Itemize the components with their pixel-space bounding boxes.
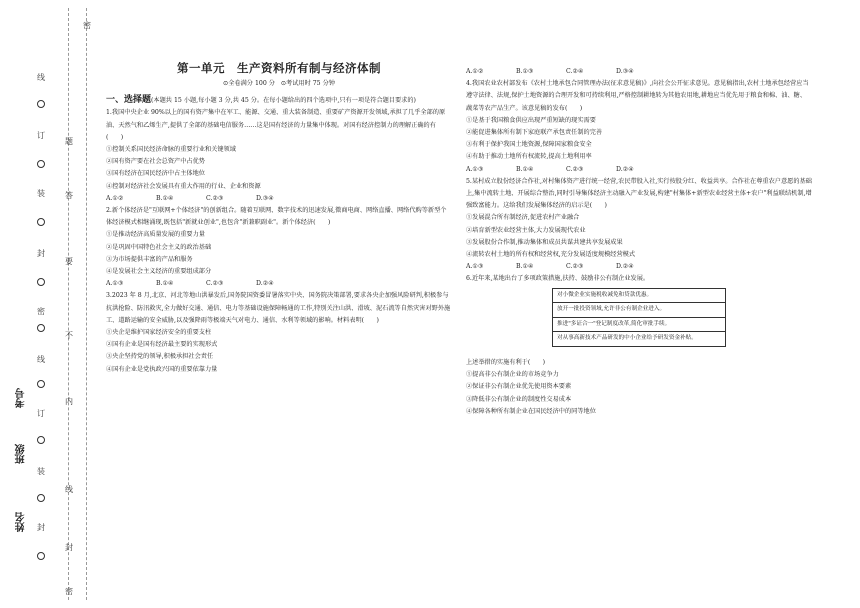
question-item: ①是推动经济高质量发展的重要力量	[106, 231, 205, 239]
question-3	[106, 290, 452, 375]
option-b[interactable]: B.①③	[516, 68, 534, 75]
binding-line-outer	[86, 8, 87, 600]
question-item: ④国有企业是党执政兴国的重要依靠力量	[106, 365, 218, 373]
question-item: ③国有经济在国民经济中占主体地位	[106, 170, 205, 178]
binding-hole-icon	[37, 278, 45, 286]
inner-char: 不	[65, 331, 73, 340]
score-info: 全卷满分 100 分	[228, 80, 275, 88]
inner-char: 线	[65, 485, 73, 494]
option-c[interactable]: C.②③	[206, 194, 224, 202]
policy-row: 放开一批投资领域,允许非公有制企业进入。	[553, 303, 725, 318]
question-stem: 2.新个体经济是"互联网+个体经济"的创新组合。随着互联网、数字技术的迅速发展,微商电商、网络直播、网络代购等新型个体经济模式相继涌现,既包括"新就业创业",也包含"新兼职副业"。新个体经济( )	[106, 207, 447, 227]
question-item: ①发展混合所有制经济,促进农村产业融合	[466, 214, 580, 222]
binding-hole-icon	[37, 160, 45, 168]
question-stem: 3.2023 年 8 月,北京、河北等地山洪暴发后,国务院国资委冒暑落实中央、国务院决策部署,要求各央企加强风险研判,积极参与抗洪抢险、防汛救灾,全力做好交通、通信、电力等基础设施保障畅通的工作,特别关注山洪、滑坡、泥石流等自然灾害对野外施工、道路运输的安全威胁,以及强降雨等极端天气对电力、通信、水利等领域的影响。材料表明( )	[106, 292, 451, 324]
binding-hole-icon	[37, 324, 45, 332]
clock-icon: ⊙	[223, 80, 229, 88]
binding-hole-icon	[37, 552, 45, 560]
question-item: ④保障各种所有制企业在国民经济中的同等地位	[466, 407, 596, 415]
question-2	[106, 205, 452, 290]
exam-number-label: 考号	[16, 388, 27, 408]
section-note: (本题共 15 小题,每小题 3 分,共 45 分。在每小题给出的四个选项中,只有一项是符合题目要求的)	[151, 97, 416, 105]
inner-char: 内	[65, 397, 73, 406]
binding-line-inner	[68, 8, 69, 600]
question-4	[466, 78, 812, 176]
question-item: ②保证非公有制企业优先使用资本要素	[466, 383, 572, 391]
option-b[interactable]: B.①④	[516, 165, 534, 173]
section-title: 一、选择题	[106, 95, 152, 106]
name-label: 姓名	[16, 512, 27, 532]
question-item: ③发展股份合作制,推动集体和成员共谋共建共享发展成果	[466, 238, 623, 246]
inner-char: 题	[65, 137, 73, 146]
question-item: ④有助于推动土地所有权流转,提高土地利用率	[466, 153, 592, 161]
left-column	[106, 62, 452, 376]
inner-char: 封	[65, 543, 73, 552]
question-stem: 1.我国中央企业 90%以上的国有资产集中在军工、能源、交通、重大装备制造、重要矿产资源开发领域,承担了几乎全部的原油、天然气和乙烯生产,提供了全部的基础电信服务……这是国有经济的力量集中体现。对国有经济控制力的理解正确的有( )	[106, 109, 446, 141]
question-1	[106, 107, 452, 205]
answer-options	[466, 164, 812, 176]
class-label: 班级	[16, 444, 27, 464]
question-item: ①央企是维护国家经济安全的重要支柱	[106, 329, 212, 337]
question-item: ①控制关系国民经济命脉的重要行业和关键领域	[106, 146, 236, 154]
option-d[interactable]: D.②④	[616, 263, 634, 271]
option-d[interactable]: D.③④	[256, 194, 274, 202]
question-item: ①提高非公有制企业的市场竞争力	[466, 371, 559, 379]
question-item: ④流转农村土地的所有权和经营权,充分发展适度规模经营模式	[466, 251, 636, 259]
option-a[interactable]: A.①③	[106, 280, 124, 288]
answer-options	[466, 261, 812, 273]
option-a[interactable]: A.①③	[466, 165, 484, 173]
outer-char: 封	[37, 523, 45, 532]
question-stem: 5.某村成立股份经济合作社,对村集体资产进行统一经营,农民带股入社,实行按股分红、收益共享。合作社在尊重农户意愿的基础上,集中流转土地、开展综合整治,同时引导集体经济主动融入产业发展,构建"村集体+新型农业经营主体+农户"利益联结机制,增强致富能力。这给我们发展集体经济的启示是( )	[466, 177, 812, 210]
question-item: ③降低非公有制企业的制度性交易成本	[466, 395, 572, 403]
option-b[interactable]: B.①④	[156, 280, 174, 288]
section-heading	[106, 94, 452, 107]
exam-info	[106, 78, 452, 90]
question-item: ①是基于我国粮食供应出现严重短缺的现实需要	[466, 116, 596, 124]
policy-table	[552, 288, 726, 347]
question-5	[466, 176, 812, 274]
outer-char: 订	[37, 409, 45, 418]
answer-options	[106, 193, 452, 205]
option-a[interactable]: A.①②	[466, 68, 484, 75]
outer-char: 订	[37, 131, 45, 140]
policy-row: 对从事高新技术产品研发的中小企业给予研发资金补贴。	[557, 335, 697, 342]
option-b[interactable]: B.①④	[156, 194, 174, 202]
outer-char: 密	[83, 21, 91, 30]
option-d[interactable]: D.②④	[616, 165, 634, 173]
outer-char: 装	[37, 189, 45, 198]
option-a[interactable]: A.①③	[466, 263, 484, 271]
right-column	[466, 66, 812, 418]
outer-char: 线	[37, 355, 45, 364]
question-stem: 上述举措的实施有利于( )	[466, 359, 546, 367]
option-c[interactable]: C.②③	[566, 165, 584, 173]
question-stem: 6.近年来,某地出台了多项政策措施,扶持、鼓励非公有制企业发展。	[466, 275, 650, 283]
option-b[interactable]: B.①④	[516, 263, 534, 271]
time-info: 考试用时 75 分钟	[286, 80, 335, 88]
option-d[interactable]: D.②④	[256, 280, 274, 288]
question-stem: 4.我国农业农村部发布《农村土地承包合同管理办法(征求意见稿)》,向社会公开征求意见。意见稿指出,农村土地承包经营应当遵守法律、法规,保护土地资源的合理开发和可持续利用,严格控制耕地转为其他农用地,耕地应当优先用于粮食和棉、油、糖、蔬菜等农产品生产。该意见稿的发布( )	[466, 80, 809, 112]
binding-margin	[0, 0, 100, 608]
inner-char: 要	[65, 257, 73, 266]
binding-hole-icon	[37, 100, 45, 108]
question-item: ②国有企业是国有经济最主要的实现形式	[106, 341, 218, 349]
question-item: ③为市场提供丰富的产品和服务	[106, 255, 193, 263]
question-item: ③有利于保护我国土地资源,保障国家粮食安全	[466, 141, 592, 149]
question-item: ②国有资产要在社会总资产中占优势	[106, 158, 205, 166]
inner-char: 密	[65, 587, 73, 596]
outer-char: 封	[37, 249, 45, 258]
policy-row: 对小微企业实施税收减免和贷款优惠。	[553, 289, 725, 304]
question-item: ④是发展社会主义经济的重要组成部分	[106, 268, 212, 276]
outer-char: 密	[37, 307, 45, 316]
option-d[interactable]: D.③④	[616, 68, 634, 75]
question-item: ②能促进集体所有制下家庭联产承包责任制的完善	[466, 129, 603, 137]
question-item: ④控制对经济社会发展具有重大作用的行业、企业和资源	[106, 182, 261, 190]
timer-icon: ⊙	[280, 80, 287, 88]
policy-row: 推进"多证合一"登记制度改革,简化审批手续。	[553, 318, 725, 333]
outer-char: 装	[37, 467, 45, 476]
binding-hole-icon	[37, 380, 45, 388]
question-6	[466, 273, 812, 418]
page-title: 第一单元 生产资料所有制与经济体制	[177, 61, 381, 75]
option-c[interactable]: C.②④	[566, 68, 584, 75]
inner-char: 答	[65, 191, 73, 200]
binding-hole-icon	[37, 436, 45, 444]
answer-options	[466, 66, 812, 78]
binding-hole-icon	[37, 218, 45, 226]
option-c[interactable]: C.②③	[206, 280, 224, 288]
outer-char: 线	[37, 73, 45, 82]
question-item: ③央企坚持党的领导,积极承担社会责任	[106, 353, 214, 361]
option-c[interactable]: C.②③	[566, 263, 584, 271]
question-item: ②培育新型农业经营主体,大力发展现代农业	[466, 226, 586, 234]
binding-hole-icon	[37, 494, 45, 502]
answer-options	[106, 278, 452, 290]
option-a[interactable]: A.①②	[106, 194, 124, 202]
question-item: ②是巩固中国特色社会主义的政治基础	[106, 243, 212, 251]
